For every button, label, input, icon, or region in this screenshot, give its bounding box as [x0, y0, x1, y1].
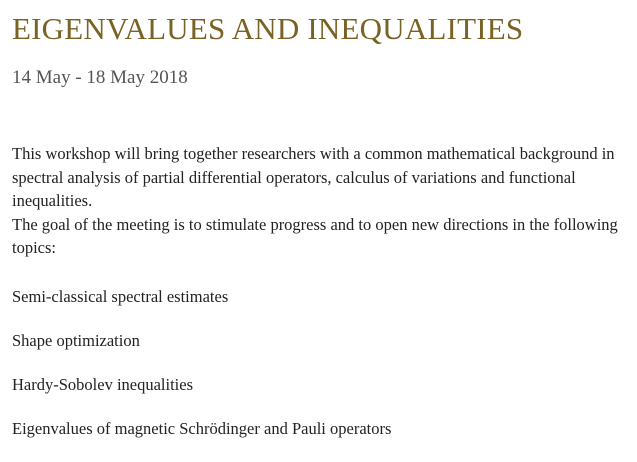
topic-item: Semi-classical spectral estimates	[12, 287, 229, 306]
topic-item: Hardy-Sobolev inequalities	[12, 375, 194, 394]
description-paragraph: The goal of the meeting is to stimulate progress and to open new directions in the following topics:	[12, 214, 618, 257]
workshop-description	[12, 142, 630, 260]
topic-item: Shape optimization	[12, 331, 140, 350]
event-dates: 14 May - 18 May 2018	[12, 67, 188, 88]
topic-item: Eigenvalues of magnetic Schrödinger and Pauli operators	[12, 419, 392, 438]
page-title: EIGENVALUES AND INEQUALITIES	[12, 11, 524, 46]
description-paragraph: This workshop will bring together researchers with a common mathematical background in spectral analysis of partial differential operators, calculus of variations and functional inequalities.	[12, 144, 615, 210]
topics-list	[12, 286, 391, 462]
